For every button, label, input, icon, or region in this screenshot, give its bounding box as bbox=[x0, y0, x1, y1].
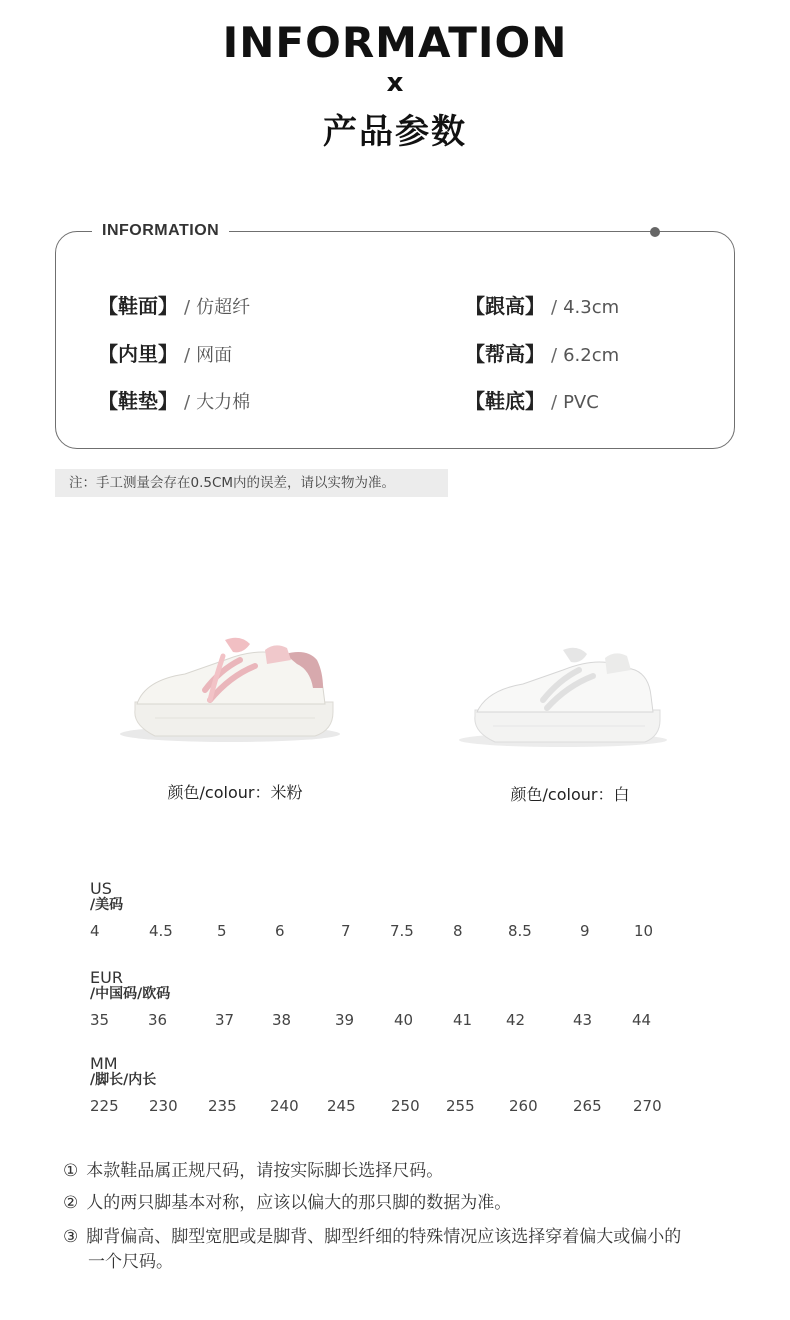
size-val: 41 bbox=[453, 1011, 473, 1029]
size-val: 6 bbox=[275, 922, 285, 940]
info-dot bbox=[650, 227, 660, 237]
spec-key: 【鞋垫】 bbox=[98, 389, 178, 413]
spec-shaft-height bbox=[465, 338, 619, 367]
size-val: 240 bbox=[270, 1097, 299, 1115]
color-label-beige-pink: 颜色/colour：米粉 bbox=[167, 783, 303, 802]
note-text: 脚背偏高、脚型宽肥或是脚背、脚型纤细的特殊情况应该选择穿着偏大或偏小的 bbox=[86, 1227, 682, 1247]
spec-insole bbox=[98, 385, 250, 414]
measurement-note: 注：手工测量会存在0.5CM内的误差，请以实物为准。 bbox=[55, 469, 448, 497]
spec-upper bbox=[98, 290, 250, 319]
size-head-title: US bbox=[90, 879, 112, 898]
size-val: 270 bbox=[633, 1097, 662, 1115]
size-val: 42 bbox=[506, 1011, 526, 1029]
size-head-sub: /美码 bbox=[90, 897, 124, 913]
note-number: ① bbox=[63, 1161, 79, 1181]
size-head-us bbox=[90, 880, 123, 914]
bottom-note-3 bbox=[63, 1225, 763, 1250]
size-val: 9 bbox=[580, 922, 590, 940]
size-val: 260 bbox=[509, 1097, 538, 1115]
size-val: 36 bbox=[148, 1011, 168, 1029]
spec-sep: / bbox=[184, 392, 191, 413]
size-val: 8.5 bbox=[508, 922, 532, 940]
color-label-white: 颜色/colour：白 bbox=[510, 785, 630, 804]
size-val: 250 bbox=[391, 1097, 420, 1115]
size-val: 8 bbox=[453, 922, 463, 940]
spec-value: 仿超纤 bbox=[196, 297, 251, 318]
size-head-title: MM bbox=[90, 1054, 118, 1073]
size-val: 255 bbox=[446, 1097, 475, 1115]
size-val: 225 bbox=[90, 1097, 119, 1115]
bottom-note-1 bbox=[63, 1159, 443, 1184]
size-val: 38 bbox=[272, 1011, 292, 1029]
spec-value: 网面 bbox=[196, 345, 233, 366]
spec-value: 大力棉 bbox=[196, 392, 251, 413]
size-head-sub: /中国码/欧码 bbox=[90, 986, 171, 1002]
size-val: 43 bbox=[573, 1011, 593, 1029]
size-val: 10 bbox=[634, 922, 654, 940]
size-val: 37 bbox=[215, 1011, 235, 1029]
spec-sep: / bbox=[184, 345, 191, 366]
spec-sep: / bbox=[551, 297, 558, 318]
spec-sep: / bbox=[551, 392, 558, 413]
spec-sep: / bbox=[551, 345, 558, 366]
size-val: 4.5 bbox=[149, 922, 173, 940]
size-val: 7.5 bbox=[390, 922, 414, 940]
size-val: 230 bbox=[149, 1097, 178, 1115]
size-val: 7 bbox=[341, 922, 351, 940]
spec-value: PVC bbox=[563, 392, 599, 413]
page-title: INFORMATION bbox=[222, 18, 568, 67]
info-label: INFORMATION bbox=[92, 222, 229, 240]
size-val: 35 bbox=[90, 1011, 110, 1029]
note-text: 本款鞋品属正规尺码，请按实际脚长选择尺码。 bbox=[86, 1161, 444, 1181]
size-val: 245 bbox=[327, 1097, 356, 1115]
bottom-note-3-cont: 一个尺码。 bbox=[88, 1252, 173, 1272]
spec-lining bbox=[98, 338, 232, 367]
note-number: ③ bbox=[63, 1227, 79, 1247]
spec-key: 【帮高】 bbox=[465, 342, 545, 366]
shoe-image-white bbox=[455, 640, 670, 755]
spec-key: 【内里】 bbox=[98, 342, 178, 366]
size-val: 40 bbox=[394, 1011, 414, 1029]
shoe-image-beige-pink bbox=[115, 630, 345, 750]
spec-value: 6.2cm bbox=[563, 345, 620, 366]
bottom-note-2 bbox=[63, 1191, 511, 1216]
size-val: 235 bbox=[208, 1097, 237, 1115]
size-val: 4 bbox=[90, 922, 100, 940]
spec-sep: / bbox=[184, 297, 191, 318]
size-head-eur bbox=[90, 969, 170, 1003]
spec-outsole bbox=[465, 385, 599, 414]
note-number: ② bbox=[63, 1193, 79, 1213]
size-val: 44 bbox=[632, 1011, 652, 1029]
size-val: 39 bbox=[335, 1011, 355, 1029]
title-x: x bbox=[386, 68, 404, 98]
spec-heel-height bbox=[465, 290, 619, 319]
note-text: 人的两只脚基本对称，应该以偏大的那只脚的数据为准。 bbox=[86, 1193, 512, 1213]
size-head-sub: /脚长/内长 bbox=[90, 1072, 157, 1088]
size-val: 265 bbox=[573, 1097, 602, 1115]
spec-key: 【鞋面】 bbox=[98, 294, 178, 318]
size-head-title: EUR bbox=[90, 968, 123, 987]
spec-key: 【鞋底】 bbox=[465, 389, 545, 413]
spec-value: 4.3cm bbox=[563, 297, 620, 318]
spec-key: 【跟高】 bbox=[465, 294, 545, 318]
size-head-mm bbox=[90, 1055, 156, 1089]
page-subtitle: 产品参数 bbox=[323, 112, 467, 152]
info-divider bbox=[230, 231, 652, 232]
size-val: 5 bbox=[217, 922, 227, 940]
